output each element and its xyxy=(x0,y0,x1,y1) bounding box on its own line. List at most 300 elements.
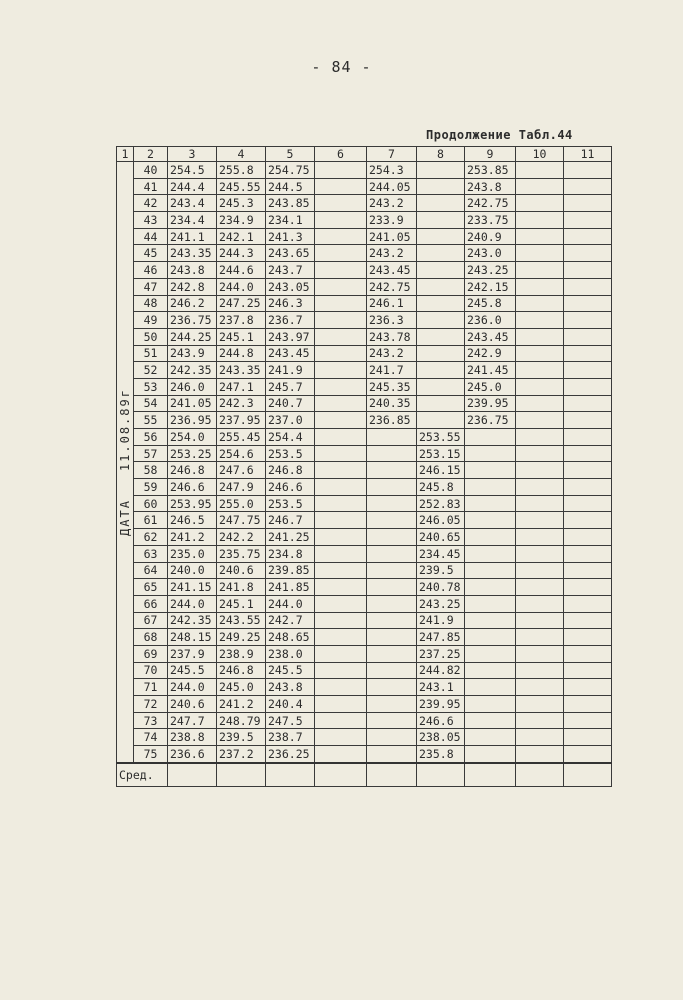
table-cell: 253.25 xyxy=(168,445,217,462)
table-cell xyxy=(465,696,516,713)
table-cell xyxy=(315,545,367,562)
table-cell xyxy=(564,328,612,345)
table-cell xyxy=(315,729,367,746)
table-cell xyxy=(367,462,417,479)
column-header: 4 xyxy=(217,147,266,162)
table-cell: 246.8 xyxy=(217,662,266,679)
table-cell: 242.3 xyxy=(217,395,266,412)
table-cell xyxy=(564,362,612,379)
table-cell xyxy=(315,529,367,546)
table-cell: 242.15 xyxy=(465,278,516,295)
table-cell: 245.1 xyxy=(217,595,266,612)
table-cell xyxy=(417,162,465,179)
table-cell: 236.0 xyxy=(465,312,516,329)
table-cell xyxy=(564,178,612,195)
row-number: 65 xyxy=(134,579,168,596)
table-cell xyxy=(315,679,367,696)
table-cell xyxy=(564,429,612,446)
date-value: 11.08.89г xyxy=(118,387,132,471)
table-cell: 243.05 xyxy=(266,278,315,295)
average-row xyxy=(117,763,612,787)
table-cell: 234.8 xyxy=(266,545,315,562)
table-cell: 245.55 xyxy=(217,178,266,195)
row-number: 62 xyxy=(134,529,168,546)
table-cell xyxy=(516,228,564,245)
row-number: 44 xyxy=(134,228,168,245)
table-cell xyxy=(564,295,612,312)
table-row xyxy=(117,479,612,496)
table-cell: 241.9 xyxy=(266,362,315,379)
table-caption: Продолжение Табл.44 xyxy=(426,128,573,142)
table-cell xyxy=(315,178,367,195)
table-cell xyxy=(516,362,564,379)
table-cell xyxy=(564,595,612,612)
table-cell: 244.0 xyxy=(217,278,266,295)
table-cell xyxy=(564,562,612,579)
table-cell: 243.45 xyxy=(465,328,516,345)
date-label xyxy=(118,388,132,536)
table-cell xyxy=(315,429,367,446)
table-cell: 243.25 xyxy=(465,262,516,279)
table-cell: 253.85 xyxy=(465,162,516,179)
table-cell xyxy=(367,645,417,662)
table-cell: 237.95 xyxy=(217,412,266,429)
table-cell: 246.3 xyxy=(266,295,315,312)
table-cell: 247.75 xyxy=(217,512,266,529)
table-cell: 243.2 xyxy=(367,195,417,212)
table-cell: 253.95 xyxy=(168,495,217,512)
table-row xyxy=(117,562,612,579)
header-row xyxy=(117,147,612,162)
table-row xyxy=(117,595,612,612)
table-cell xyxy=(465,429,516,446)
table-cell: 243.65 xyxy=(266,245,315,262)
table-cell: 245.0 xyxy=(217,679,266,696)
table-cell: 239.5 xyxy=(217,729,266,746)
table-cell xyxy=(367,579,417,596)
table-cell: 245.5 xyxy=(266,662,315,679)
table-cell: 253.15 xyxy=(417,445,465,462)
date-prefix: ДАТА xyxy=(118,498,132,536)
table-cell: 239.95 xyxy=(417,696,465,713)
table-cell: 242.9 xyxy=(465,345,516,362)
row-number: 63 xyxy=(134,545,168,562)
table-cell xyxy=(564,345,612,362)
table-cell xyxy=(465,545,516,562)
table-cell xyxy=(417,178,465,195)
table-cell: 255.0 xyxy=(217,495,266,512)
table-cell: 242.35 xyxy=(168,362,217,379)
table-cell: 254.3 xyxy=(367,162,417,179)
table-row xyxy=(117,378,612,395)
table-cell xyxy=(315,712,367,729)
table-cell: 234.1 xyxy=(266,212,315,229)
table-cell xyxy=(315,512,367,529)
table-cell xyxy=(367,479,417,496)
table-cell xyxy=(465,612,516,629)
table-cell: 238.8 xyxy=(168,729,217,746)
column-header: 6 xyxy=(315,147,367,162)
table-cell xyxy=(564,712,612,729)
table-cell: 240.0 xyxy=(168,562,217,579)
table-cell xyxy=(315,395,367,412)
table-cell: 237.0 xyxy=(266,412,315,429)
table-row xyxy=(117,412,612,429)
table-row xyxy=(117,662,612,679)
table-cell: 243.55 xyxy=(217,612,266,629)
table-cell: 239.5 xyxy=(417,562,465,579)
table-cell xyxy=(417,412,465,429)
table-cell: 238.7 xyxy=(266,729,315,746)
average-cell xyxy=(315,763,367,787)
table-cell xyxy=(465,629,516,646)
row-number: 43 xyxy=(134,212,168,229)
table-cell: 246.2 xyxy=(168,295,217,312)
table-cell xyxy=(516,612,564,629)
table-cell: 242.2 xyxy=(217,529,266,546)
row-number: 47 xyxy=(134,278,168,295)
table-cell xyxy=(315,629,367,646)
table-cell xyxy=(315,562,367,579)
table-cell xyxy=(564,195,612,212)
table-cell: 253.5 xyxy=(266,445,315,462)
table-cell: 254.4 xyxy=(266,429,315,446)
table-cell: 233.75 xyxy=(465,212,516,229)
table-cell xyxy=(516,662,564,679)
table-cell: 237.8 xyxy=(217,312,266,329)
table-cell: 240.6 xyxy=(168,696,217,713)
table-row xyxy=(117,445,612,462)
table-cell xyxy=(465,495,516,512)
row-number: 61 xyxy=(134,512,168,529)
row-number: 52 xyxy=(134,362,168,379)
table-cell xyxy=(516,529,564,546)
table-cell: 237.25 xyxy=(417,645,465,662)
table-row xyxy=(117,178,612,195)
table-cell xyxy=(516,562,564,579)
table-cell xyxy=(516,378,564,395)
table-cell xyxy=(417,395,465,412)
table-cell xyxy=(465,479,516,496)
table-cell: 253.5 xyxy=(266,495,315,512)
table-cell xyxy=(516,212,564,229)
table-cell xyxy=(417,262,465,279)
table-cell: 235.75 xyxy=(217,545,266,562)
table-cell xyxy=(516,729,564,746)
table-cell: 243.8 xyxy=(465,178,516,195)
table-cell: 240.9 xyxy=(465,228,516,245)
table-cell: 252.83 xyxy=(417,495,465,512)
table-cell: 242.75 xyxy=(367,278,417,295)
row-number: 40 xyxy=(134,162,168,179)
table-cell xyxy=(516,312,564,329)
table-cell: 247.6 xyxy=(217,462,266,479)
table-cell: 245.8 xyxy=(417,479,465,496)
table-cell: 244.6 xyxy=(217,262,266,279)
table-row xyxy=(117,429,612,446)
table-cell: 233.9 xyxy=(367,212,417,229)
table-cell: 244.4 xyxy=(168,178,217,195)
table-cell xyxy=(516,579,564,596)
table-cell: 243.9 xyxy=(168,345,217,362)
table-cell xyxy=(564,629,612,646)
table-cell: 254.6 xyxy=(217,445,266,462)
table-row xyxy=(117,262,612,279)
row-number: 50 xyxy=(134,328,168,345)
table-cell xyxy=(516,195,564,212)
table-cell: 247.9 xyxy=(217,479,266,496)
table-cell: 244.82 xyxy=(417,662,465,679)
table-cell: 242.7 xyxy=(266,612,315,629)
table-cell: 244.8 xyxy=(217,345,266,362)
table-cell: 244.25 xyxy=(168,328,217,345)
table-row xyxy=(117,228,612,245)
table-cell: 245.3 xyxy=(217,195,266,212)
table-row xyxy=(117,195,612,212)
row-number: 60 xyxy=(134,495,168,512)
table-cell xyxy=(465,729,516,746)
average-cell xyxy=(367,763,417,787)
table-cell xyxy=(465,595,516,612)
table-row xyxy=(117,712,612,729)
table-cell: 241.15 xyxy=(168,579,217,596)
row-number: 66 xyxy=(134,595,168,612)
table-cell xyxy=(315,595,367,612)
data-table xyxy=(116,146,612,787)
table-cell xyxy=(315,295,367,312)
table-cell xyxy=(564,612,612,629)
table-cell xyxy=(367,746,417,763)
table-cell: 243.25 xyxy=(417,595,465,612)
table-cell: 236.75 xyxy=(465,412,516,429)
table-cell xyxy=(315,662,367,679)
table-cell xyxy=(315,345,367,362)
table-cell xyxy=(367,512,417,529)
table-cell: 247.1 xyxy=(217,378,266,395)
row-number: 46 xyxy=(134,262,168,279)
table-cell: 242.75 xyxy=(465,195,516,212)
table-cell: 243.1 xyxy=(417,679,465,696)
table-cell xyxy=(367,562,417,579)
average-cell xyxy=(417,763,465,787)
average-cell xyxy=(168,763,217,787)
table-cell xyxy=(465,512,516,529)
table-cell: 236.85 xyxy=(367,412,417,429)
table-cell xyxy=(465,645,516,662)
table-cell: 243.0 xyxy=(465,245,516,262)
table-cell: 248.15 xyxy=(168,629,217,646)
table-cell: 243.8 xyxy=(168,262,217,279)
table-cell xyxy=(417,362,465,379)
table-cell xyxy=(564,579,612,596)
table-cell xyxy=(417,245,465,262)
table-cell: 255.45 xyxy=(217,429,266,446)
table-cell: 240.6 xyxy=(217,562,266,579)
table-cell xyxy=(516,262,564,279)
table-cell xyxy=(465,529,516,546)
table-cell xyxy=(564,378,612,395)
average-cell xyxy=(266,763,315,787)
table-cell xyxy=(564,696,612,713)
table-cell: 243.4 xyxy=(168,195,217,212)
column-header: 1 xyxy=(117,147,134,162)
table-cell xyxy=(367,495,417,512)
table-cell: 241.45 xyxy=(465,362,516,379)
row-number: 57 xyxy=(134,445,168,462)
table-cell: 243.97 xyxy=(266,328,315,345)
row-number: 42 xyxy=(134,195,168,212)
table-cell: 254.5 xyxy=(168,162,217,179)
table-cell: 245.8 xyxy=(465,295,516,312)
table-cell xyxy=(516,629,564,646)
table-cell: 244.5 xyxy=(266,178,315,195)
table-cell xyxy=(516,328,564,345)
table-cell xyxy=(315,412,367,429)
table-cell xyxy=(315,162,367,179)
table-cell: 243.85 xyxy=(266,195,315,212)
table-cell: 244.3 xyxy=(217,245,266,262)
table-cell xyxy=(564,645,612,662)
date-cell xyxy=(117,162,134,763)
table-cell: 240.35 xyxy=(367,395,417,412)
table-cell xyxy=(367,629,417,646)
table-cell xyxy=(564,245,612,262)
average-cell xyxy=(516,763,564,787)
table-row xyxy=(117,212,612,229)
row-number: 73 xyxy=(134,712,168,729)
table-cell: 246.8 xyxy=(168,462,217,479)
table-cell xyxy=(417,312,465,329)
table-cell: 253.55 xyxy=(417,429,465,446)
table-row xyxy=(117,495,612,512)
table-cell: 246.15 xyxy=(417,462,465,479)
table-cell xyxy=(564,312,612,329)
table-cell xyxy=(417,228,465,245)
table-cell: 241.7 xyxy=(367,362,417,379)
table-cell: 241.05 xyxy=(367,228,417,245)
column-header: 8 xyxy=(417,147,465,162)
table-cell xyxy=(564,662,612,679)
row-number: 67 xyxy=(134,612,168,629)
table-cell xyxy=(516,479,564,496)
table-cell xyxy=(516,696,564,713)
table-cell: 245.35 xyxy=(367,378,417,395)
table-row xyxy=(117,245,612,262)
table-cell xyxy=(516,162,564,179)
table-cell xyxy=(516,495,564,512)
table-cell xyxy=(417,212,465,229)
table-row xyxy=(117,696,612,713)
table-cell: 239.85 xyxy=(266,562,315,579)
table-cell xyxy=(564,512,612,529)
table-cell: 254.75 xyxy=(266,162,315,179)
table-cell xyxy=(516,445,564,462)
table-row xyxy=(117,312,612,329)
table-cell xyxy=(315,645,367,662)
average-label: Сред. xyxy=(117,763,168,787)
table-cell: 247.25 xyxy=(217,295,266,312)
table-cell xyxy=(465,662,516,679)
table-cell: 245.0 xyxy=(465,378,516,395)
table-cell: 245.5 xyxy=(168,662,217,679)
table-cell: 236.6 xyxy=(168,746,217,763)
table-cell: 236.75 xyxy=(168,312,217,329)
table-row xyxy=(117,345,612,362)
table-body xyxy=(117,162,612,787)
table-cell: 240.4 xyxy=(266,696,315,713)
table-cell: 244.0 xyxy=(168,679,217,696)
table-cell: 241.8 xyxy=(217,579,266,596)
table-cell xyxy=(367,696,417,713)
table-cell: 238.9 xyxy=(217,645,266,662)
table-cell xyxy=(564,495,612,512)
table-cell xyxy=(516,545,564,562)
table-cell: 243.2 xyxy=(367,245,417,262)
table-cell xyxy=(516,245,564,262)
table-cell: 254.0 xyxy=(168,429,217,446)
table-cell: 240.7 xyxy=(266,395,315,412)
table-cell xyxy=(315,195,367,212)
table-cell: 248.79 xyxy=(217,712,266,729)
table-cell: 249.25 xyxy=(217,629,266,646)
table-row xyxy=(117,162,612,179)
table-cell xyxy=(564,445,612,462)
table-cell xyxy=(367,429,417,446)
table-cell: 241.3 xyxy=(266,228,315,245)
table-cell xyxy=(315,262,367,279)
table-cell xyxy=(315,579,367,596)
table-cell xyxy=(367,612,417,629)
table-cell xyxy=(465,746,516,763)
table-cell: 246.6 xyxy=(417,712,465,729)
row-number: 64 xyxy=(134,562,168,579)
table-cell xyxy=(516,746,564,763)
row-number: 75 xyxy=(134,746,168,763)
table-cell: 238.05 xyxy=(417,729,465,746)
table-cell xyxy=(315,612,367,629)
average-cell xyxy=(465,763,516,787)
table-cell: 241.2 xyxy=(217,696,266,713)
table-cell xyxy=(367,529,417,546)
table-cell: 243.7 xyxy=(266,262,315,279)
row-number: 53 xyxy=(134,378,168,395)
table-cell: 240.65 xyxy=(417,529,465,546)
table-cell: 246.05 xyxy=(417,512,465,529)
table-cell: 235.0 xyxy=(168,545,217,562)
row-number: 45 xyxy=(134,245,168,262)
row-number: 54 xyxy=(134,395,168,412)
table-cell: 241.05 xyxy=(168,395,217,412)
table-cell: 246.8 xyxy=(266,462,315,479)
table-cell: 246.5 xyxy=(168,512,217,529)
table-cell: 236.25 xyxy=(266,746,315,763)
table-cell xyxy=(367,545,417,562)
table-cell: 241.1 xyxy=(168,228,217,245)
row-number: 68 xyxy=(134,629,168,646)
table-row xyxy=(117,328,612,345)
table-cell: 243.78 xyxy=(367,328,417,345)
table-cell: 238.0 xyxy=(266,645,315,662)
table-cell: 244.05 xyxy=(367,178,417,195)
table-cell xyxy=(315,328,367,345)
table-cell xyxy=(516,345,564,362)
column-header: 10 xyxy=(516,147,564,162)
table-cell xyxy=(367,662,417,679)
row-number: 69 xyxy=(134,645,168,662)
table-cell xyxy=(516,712,564,729)
table-cell xyxy=(564,746,612,763)
table-row xyxy=(117,395,612,412)
